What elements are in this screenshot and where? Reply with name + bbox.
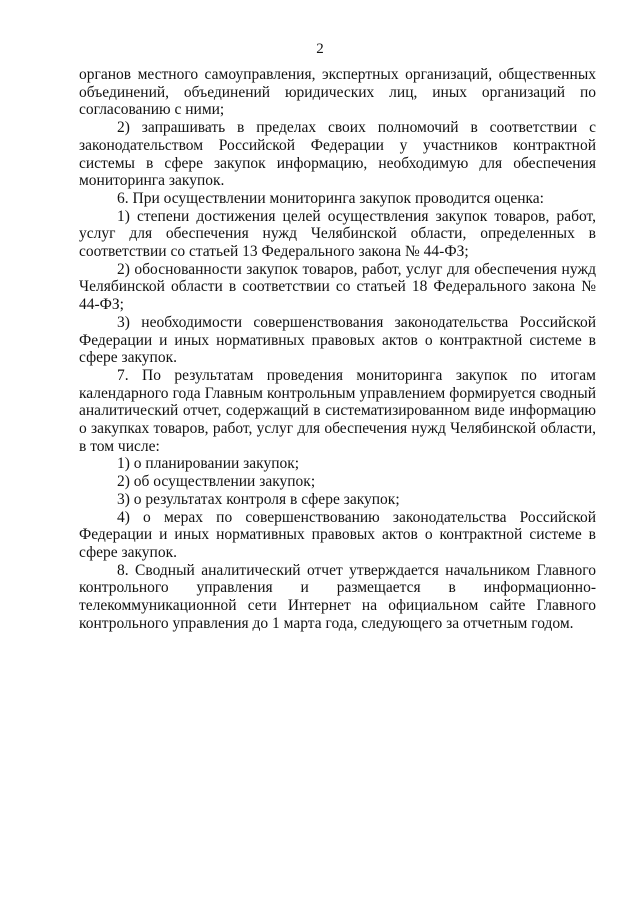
paragraph-continuation: органов местного самоуправления, экспертных организаций, общественных объединений, объединений юридических лиц, иных организаций по согласованию с ними; — [79, 66, 596, 119]
paragraph-7-item-4: 4) о мерах по совершенствованию законодательства Российской Федерации и иных нормативных правовых актов о контрактной системе в сфере закупок. — [79, 508, 596, 561]
paragraph-6-item-3: 3) необходимости совершенствования законодательства Российской Федерации и иных нормативных правовых актов о контрактной системе в сфере закупок. — [79, 313, 596, 367]
paragraph-7-report: 7. По результатам проведения мониторинга закупок по итогам календарного года Главным контрольным управлением формируется сводный аналитический отчет, содержащий в систематизированном виде информацию о закупках товаров, работ, услуг для обеспечения нужд Челябинской области, в том числе: — [79, 366, 596, 455]
paragraph-6-item-2: 2) обоснованности закупок товаров, работ, услуг для обеспечения нужд Челябинской области в соответствии со статьей 18 Федерального закона № 44-ФЗ; — [79, 260, 596, 314]
paragraph-7-item-2: 2) об осуществлении закупок; — [117, 473, 316, 491]
paragraph-8-approval: 8. Сводный аналитический отчет утверждается начальником Главного контрольного управления и размещается в информационно-телекоммуникационной сети Интернет на официальном сайте Главного контрольного управления до 1 марта года, следующего за отчетным годом. — [79, 561, 596, 632]
paragraph-7-item-3: 3) о результатах контроля в сфере закупок; — [117, 490, 400, 508]
page-number: 2 — [316, 41, 324, 57]
document-body — [79, 66, 596, 633]
paragraph-6-item-1: 1) степени достижения целей осуществления закупок товаров, работ, услуг для обеспечения нужд Челябинской области, определенных в соответствии со статьей 13 Федерального закона № 44-ФЗ; — [79, 207, 596, 261]
paragraph-6-assessment: 6. При осуществлении мониторинга закупок проводится оценка: — [117, 189, 544, 207]
paragraph-item-2-request-info: 2) запрашивать в пределах своих полномочий в соответствии с законодательством Российской Федерации у участников контрактной системы в сфере закупок информацию, необходимую для обеспечения мониторинга закупок. — [79, 119, 596, 190]
paragraph-7-item-1: 1) о планировании закупок; — [117, 455, 300, 473]
